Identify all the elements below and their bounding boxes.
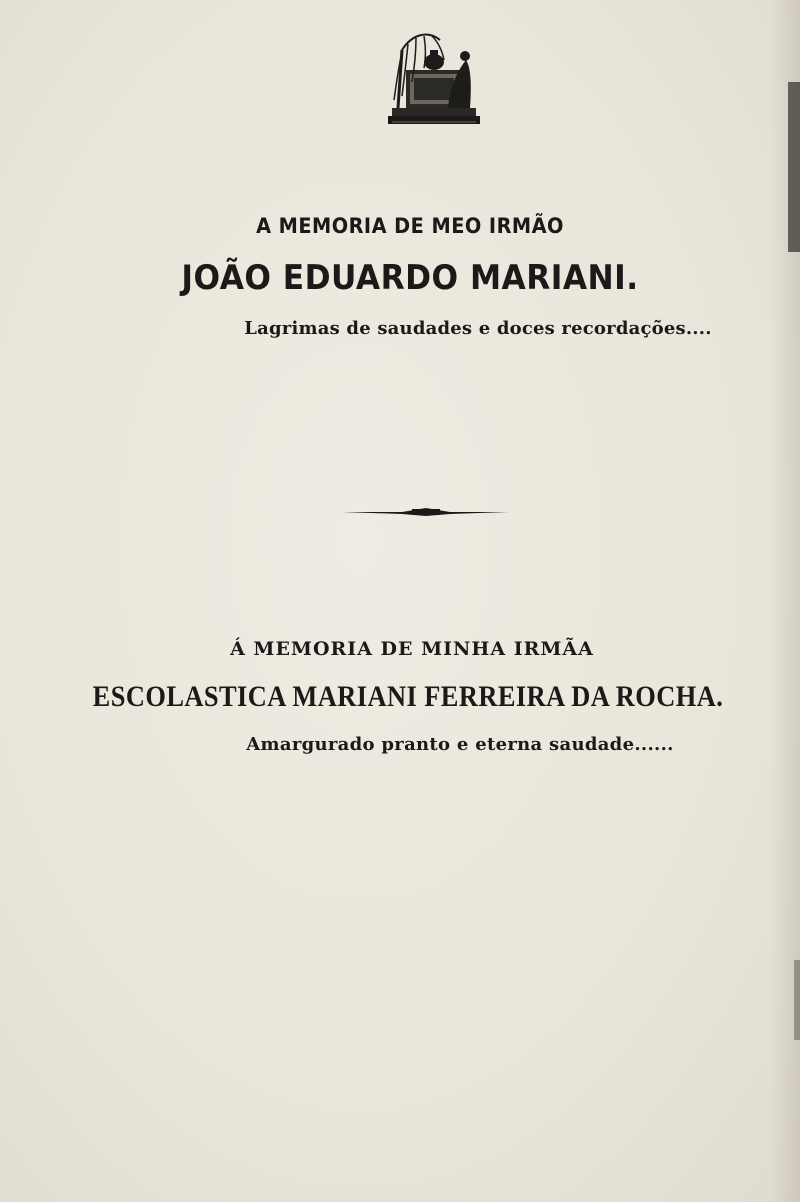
ornamental-rule-icon xyxy=(342,506,510,518)
subtitle-1: Lagrimas de saudades e doces recordações.... xyxy=(244,318,712,339)
heading-name-1: JOÃO EDUARDO MARIANI. xyxy=(181,258,639,298)
page-edge-mark xyxy=(794,960,800,1040)
page-edge-mark xyxy=(788,82,800,252)
subtitle-2: Amargurado pranto e eterna saudade...... xyxy=(246,734,674,755)
heading-name-2: ESCOLASTICA MARIANI FERREIRA DA ROCHA. xyxy=(92,680,724,713)
ornamental-vignette-icon xyxy=(388,30,480,126)
heading-line-1: A MEMORIA DE MEO IRMÃO xyxy=(256,214,564,238)
heading-line-2: Á MEMORIA DE MINHA IRMÃA xyxy=(230,638,594,660)
